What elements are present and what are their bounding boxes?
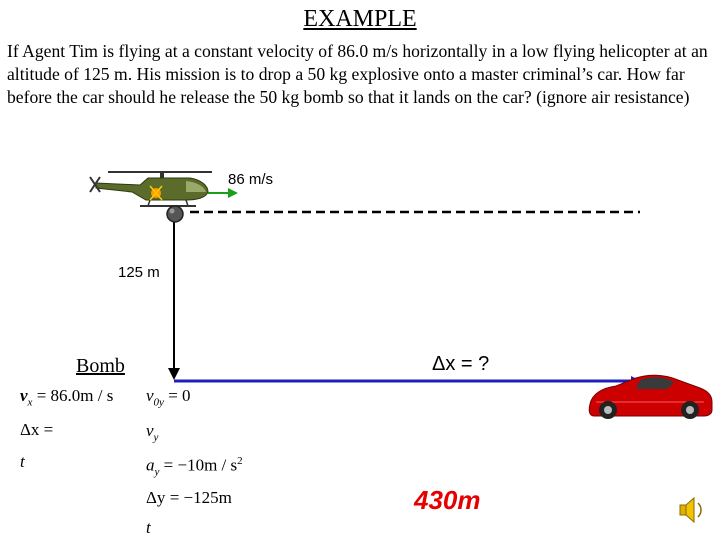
given-vy: $v_y$ (146, 421, 159, 444)
given-dy: Δy = −125m (146, 488, 232, 507)
dx-question-label: Δx = ? (432, 353, 490, 375)
bomb-icon (167, 206, 183, 222)
given-v0y: $v_{0y} = 0$ (146, 386, 191, 409)
bomb-label: Bomb (76, 355, 125, 377)
speaker-icon[interactable] (680, 498, 701, 522)
answer-value: 430m (414, 485, 481, 515)
helicopter-icon (90, 172, 212, 206)
given-t-left: t (20, 452, 25, 471)
page-title: EXAMPLE (303, 6, 417, 32)
problem-statement: If Agent Tim is flying at a constant velocity of 86.0 m/s horizontally in a low flying helicopter at an altitude of 125 m. His mission is to drop a 50 kg explosive onto a master criminal’s car. How far before the car should he release the 50 kg bomb so that it lands on the car? (ignore air resistance) (7, 41, 708, 107)
velocity-label: 86 m/s (228, 171, 274, 188)
given-vx: $v_x = 86.0m / s$ (20, 386, 114, 409)
given-dx: Δx = (20, 420, 54, 439)
altitude-label: 125 m (118, 264, 160, 281)
given-ay: $a_y = -10m / s^2$ (146, 455, 243, 479)
given-t-right: t (146, 518, 151, 537)
